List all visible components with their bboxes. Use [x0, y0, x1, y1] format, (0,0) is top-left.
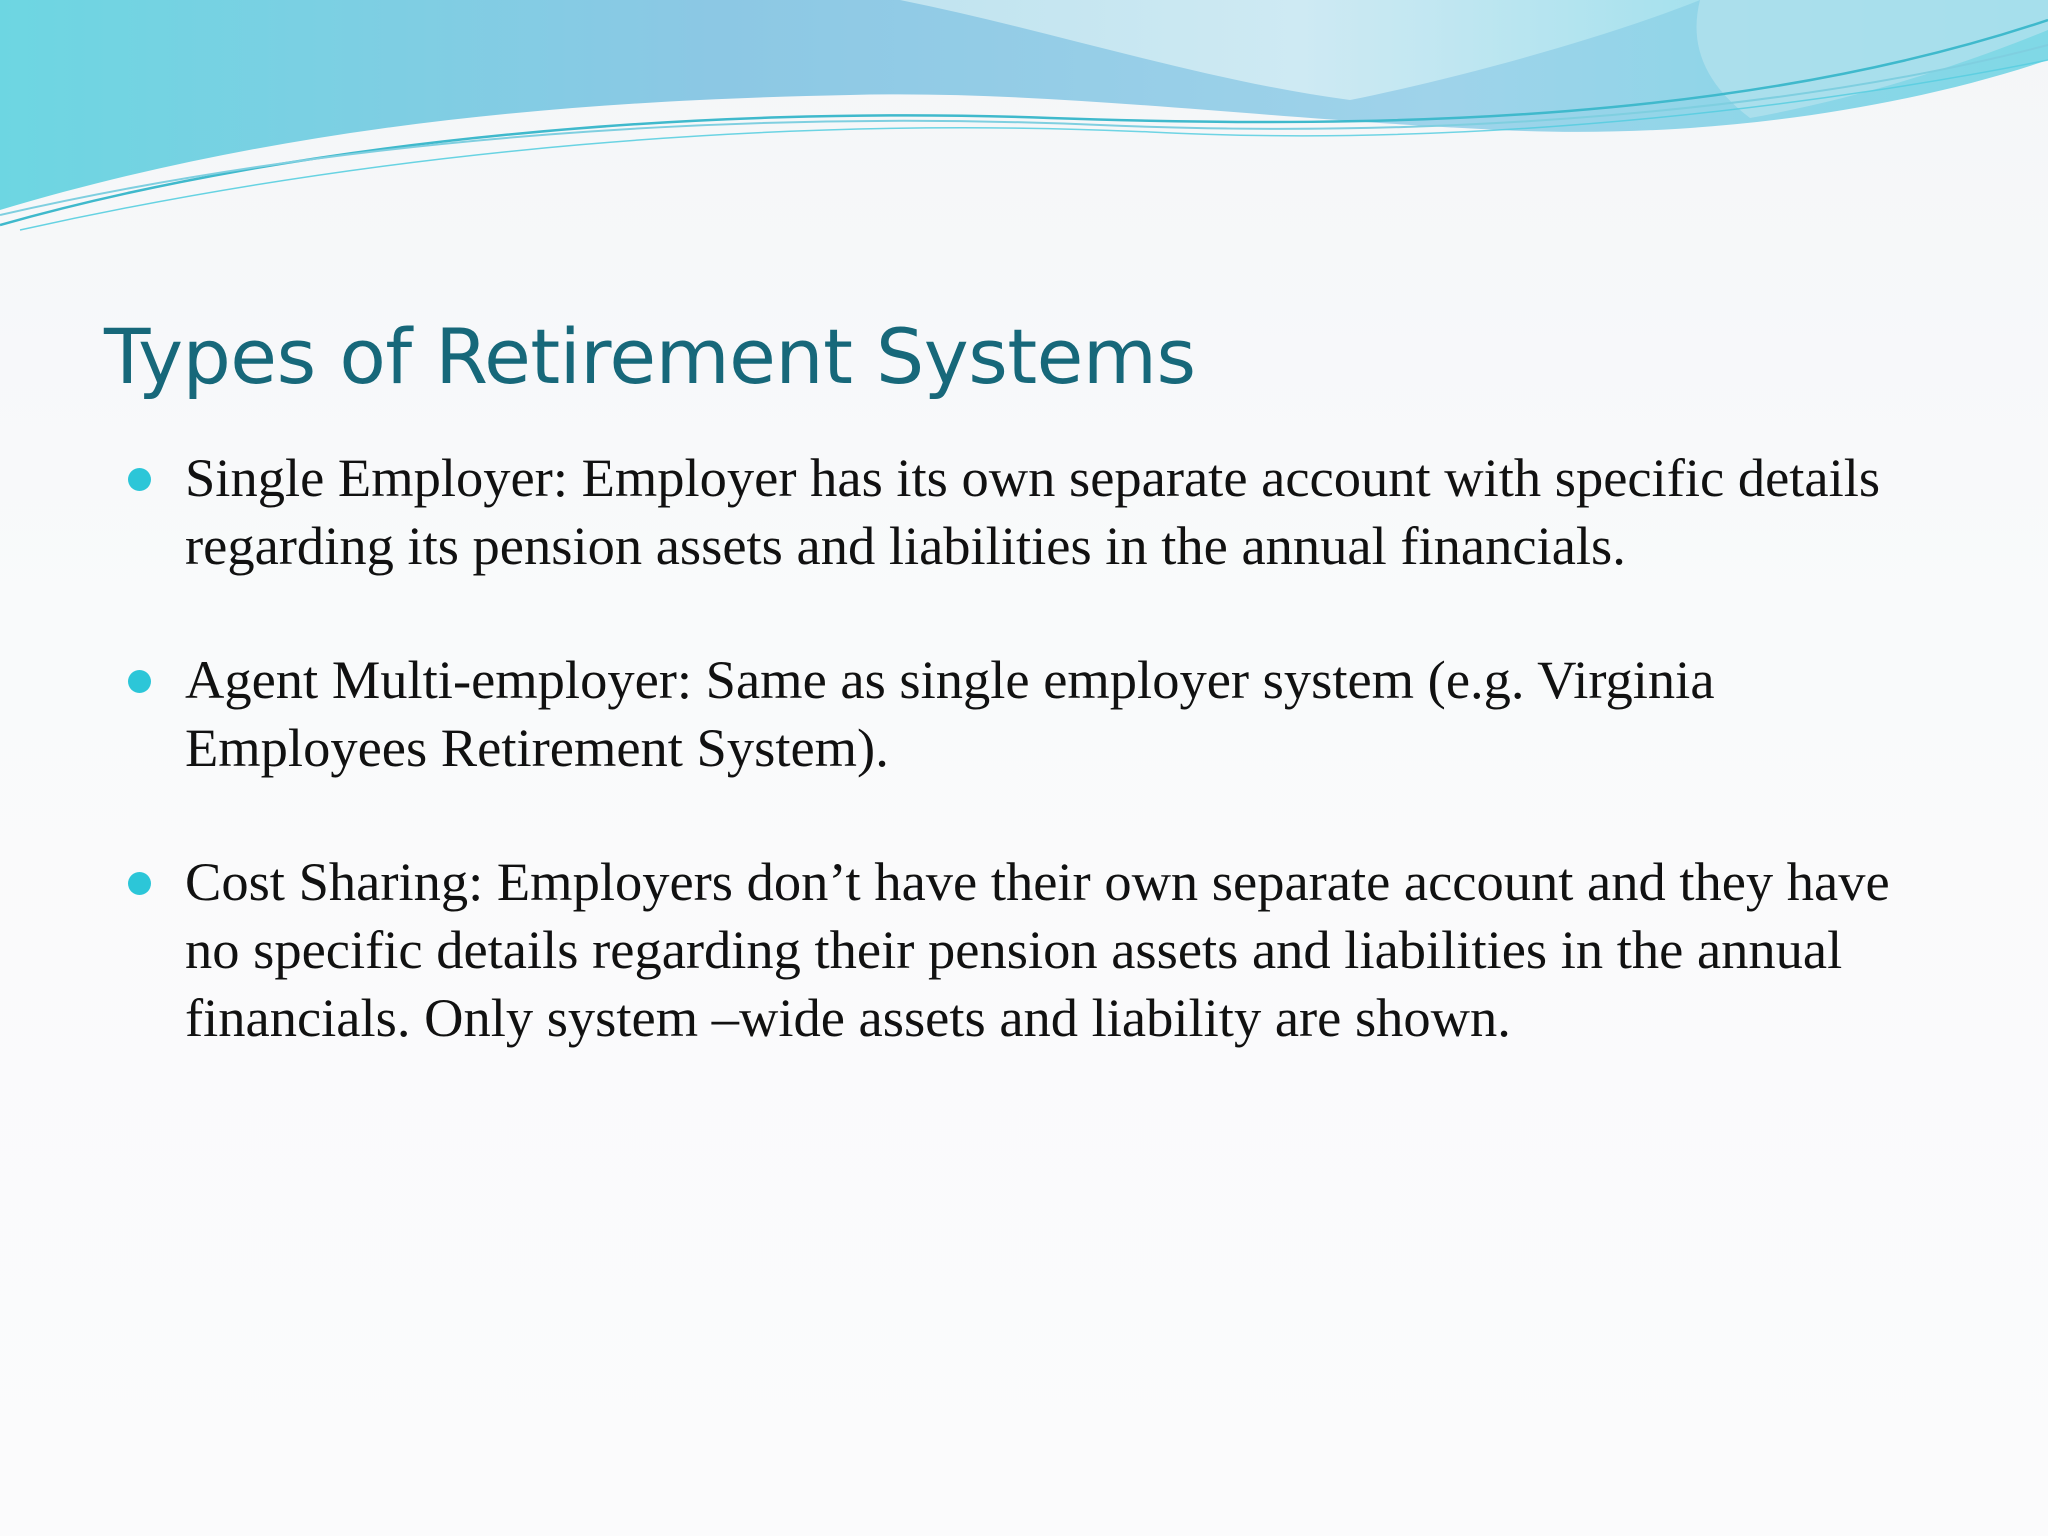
bullet-text: Single Employer: Employer has its own separate account with specific details regarding its pension assets and liabilities in the annual financials. — [185, 447, 1881, 576]
bullet-list — [0, 444, 2048, 1118]
bullet-text: Agent Multi-employer: Same as single employer system (e.g. Virginia Employees Retirement System). — [185, 649, 1715, 778]
bullet-text: Cost Sharing: Employers don’t have their own separate account and they have no specific details regarding their pension assets and liabilities in the annual financials. Only system –wide assets and liability are shown. — [185, 851, 1890, 1048]
bullet-dot-icon — [128, 670, 151, 693]
bullet-item-agent-multi-employer — [0, 646, 1905, 782]
bullet-item-single-employer — [0, 444, 1905, 580]
bullet-item-cost-sharing — [0, 848, 1905, 1052]
decorative-wave-header — [0, 0, 2048, 240]
slide-title: Types of Retirement Systems — [104, 312, 1196, 401]
bullet-dot-icon — [128, 872, 151, 895]
bullet-dot-icon — [128, 468, 151, 491]
